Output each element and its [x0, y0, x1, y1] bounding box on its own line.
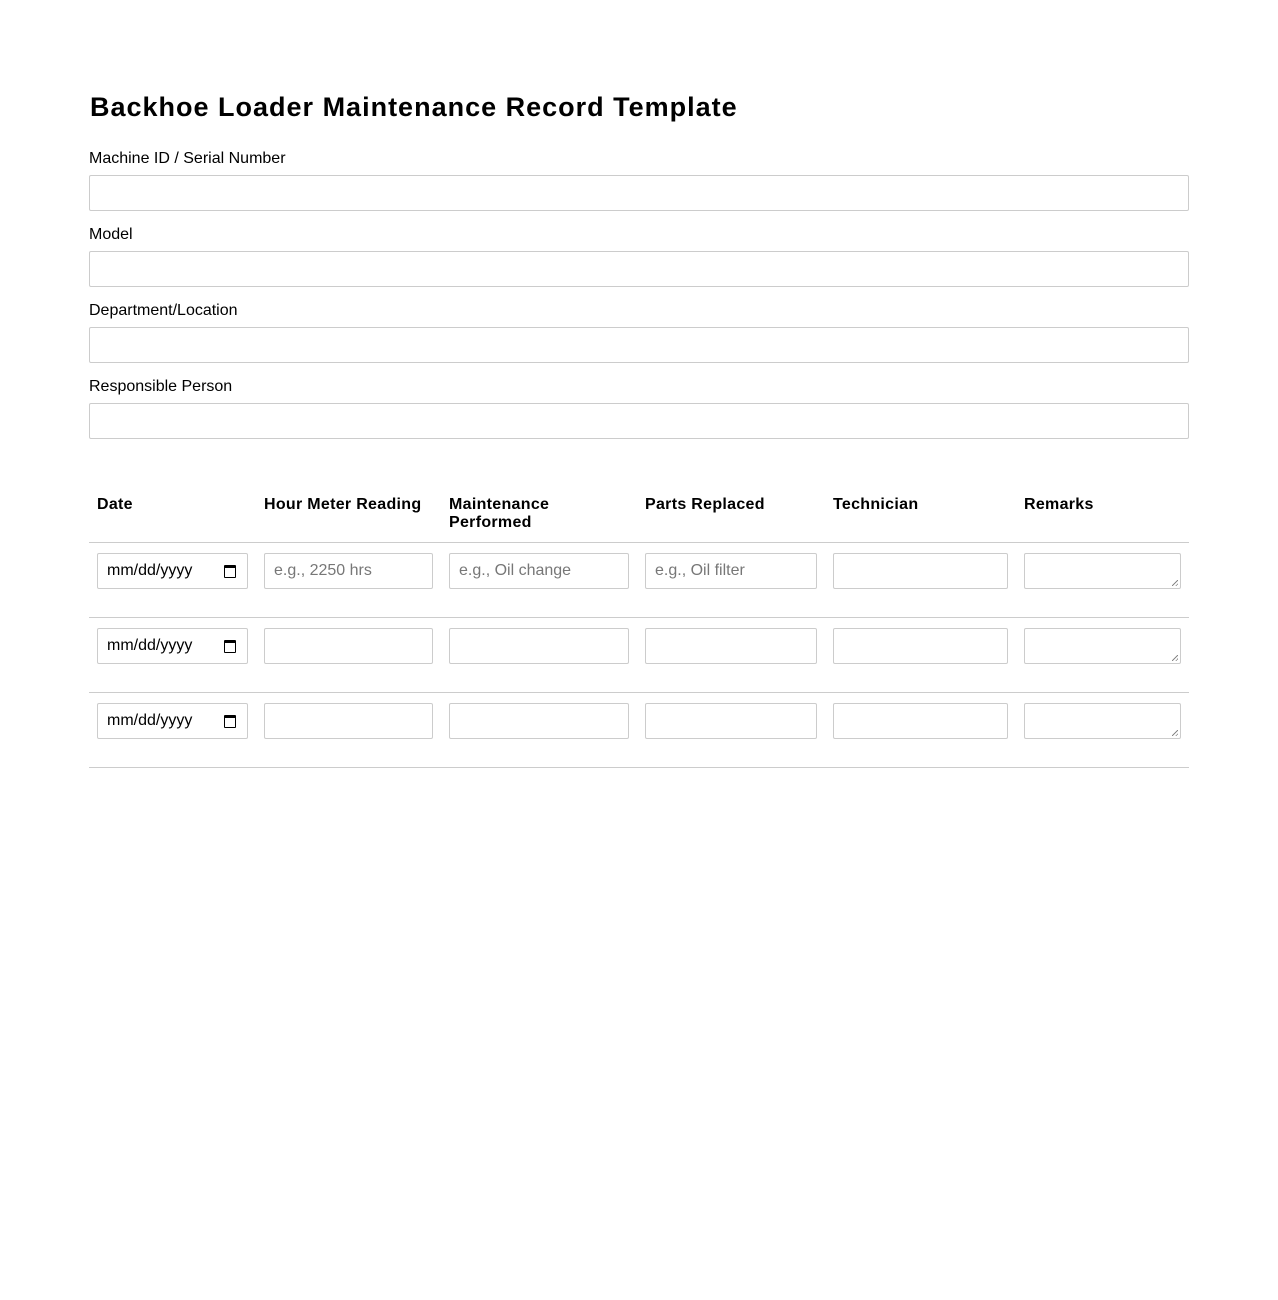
remarks-textarea[interactable]: [1024, 628, 1181, 664]
hour-meter-input[interactable]: [264, 553, 433, 589]
hour-meter-placeholder: e.g., 2250 hrs: [274, 562, 372, 579]
calendar-icon[interactable]: [224, 715, 236, 728]
machine-id-input[interactable]: [89, 175, 1189, 211]
machine-id-group: [89, 150, 1189, 211]
department-input[interactable]: [89, 327, 1189, 363]
date-input[interactable]: [97, 553, 248, 589]
parts-input[interactable]: [645, 553, 817, 589]
maintenance-input[interactable]: [449, 553, 629, 589]
responsible-group: [89, 378, 1189, 439]
page-title: Backhoe Loader Maintenance Record Template: [90, 92, 738, 122]
remarks-textarea[interactable]: [1024, 703, 1181, 739]
technician-input[interactable]: [833, 553, 1008, 589]
maintenance-placeholder: e.g., Oil change: [459, 562, 572, 579]
parts-placeholder: e.g., Oil filter: [655, 562, 745, 579]
table-row: [89, 618, 1189, 693]
maintenance-input[interactable]: [449, 628, 629, 664]
header-parts: Parts Replaced: [637, 488, 825, 543]
date-input[interactable]: [97, 703, 248, 739]
header-date: Date: [89, 488, 256, 543]
calendar-icon[interactable]: [224, 565, 236, 578]
date-placeholder: mm/dd/yyyy: [107, 637, 193, 654]
table-row: [89, 543, 1189, 618]
maintenance-input[interactable]: [449, 703, 629, 739]
date-placeholder: mm/dd/yyyy: [107, 562, 193, 579]
hour-meter-input[interactable]: [264, 703, 433, 739]
header-remarks: Remarks: [1016, 488, 1189, 543]
header-maintenance: Maintenance Performed: [441, 488, 637, 543]
table-header-row: [89, 488, 1189, 543]
calendar-icon[interactable]: [224, 640, 236, 653]
date-input[interactable]: [97, 628, 248, 664]
date-placeholder: mm/dd/yyyy: [107, 712, 193, 729]
maintenance-table: [89, 488, 1189, 768]
model-input[interactable]: [89, 251, 1189, 287]
model-group: [89, 226, 1189, 287]
header-hour-meter: Hour Meter Reading: [256, 488, 441, 543]
table-row: [89, 693, 1189, 768]
department-label: Department/Location: [89, 302, 238, 319]
header-technician: Technician: [825, 488, 1016, 543]
responsible-label: Responsible Person: [89, 378, 233, 395]
hour-meter-input[interactable]: [264, 628, 433, 664]
machine-id-label: Machine ID / Serial Number: [89, 150, 286, 167]
technician-input[interactable]: [833, 628, 1008, 664]
department-group: [89, 302, 1189, 363]
parts-input[interactable]: [645, 628, 817, 664]
responsible-input[interactable]: [89, 403, 1189, 439]
model-label: Model: [89, 226, 133, 243]
remarks-textarea[interactable]: [1024, 553, 1181, 589]
technician-input[interactable]: [833, 703, 1008, 739]
parts-input[interactable]: [645, 703, 817, 739]
